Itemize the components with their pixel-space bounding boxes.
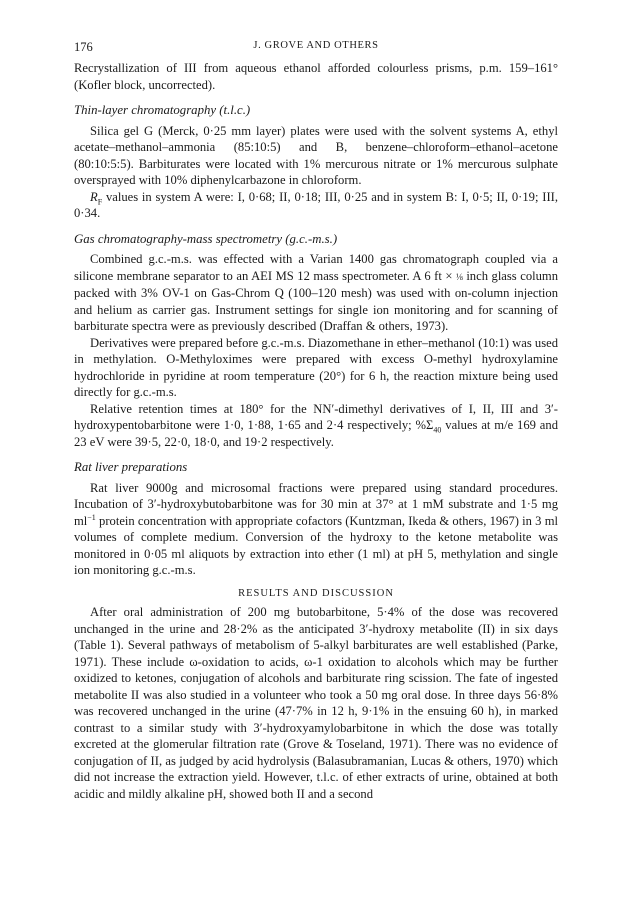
section-heading-results: RESULTS AND DISCUSSION: [238, 587, 394, 599]
paragraph-retention-times: [74, 401, 558, 451]
section-heading-rat-liver: Rat liver preparations: [74, 460, 188, 474]
rf-symbol: R: [90, 189, 98, 204]
minus-one-superscript: −1: [87, 512, 96, 522]
rat-liver-text-a: Rat liver 9000g and microsomal fractions were prepared using standard procedures. Incubation of 3′-hydroxybutobarbitone was for 30 min at 37° at 1 mM substrate and 1·5 mg ml: [74, 480, 558, 528]
paragraph-silica-gel: Silica gel G (Merck, 0·25 mm layer) plates were used with the solvent systems A, ethyl acetate–methanol–ammonia (85:10:5) and B, benzene–chloroform–ethanol–acetone (80:10:5:5). Barbiturates were located with 1% mercurous nitrate or 1% mercurous sulphate oversprayed with 10% diphenylcarbazone in chloroform.: [74, 123, 558, 187]
rat-liver-text-b: protein concentration with appropriate cofactors (Kuntzman, Ikeda & others, 1967) in 3 ml volumes of complete medium. Conversion of the hydroxy to the ketone metabolite was monitored in 0·05 ml aliquots by extraction into ether (1 ml) at pH 5, methylation and single ion monitoring g.c.-m.s.: [74, 513, 558, 577]
paragraph-recrystallization: Recrystallization of III from aqueous ethanol afforded colourless prisms, p.m. 159–161° (Kofler block, uncorrected).: [74, 61, 558, 92]
rf-subscript: F: [97, 197, 103, 207]
paper-page: [74, 40, 558, 802]
section-heading-gcms: Gas chromatography-mass spectrometry (g.c.-m.s.): [74, 231, 338, 246]
gcms-text-a: Combined g.c.-m.s. was effected with a Varian 1400 gas chromatograph coupled via a silicone membrane separator to an AEI MS 12 mass spectrometer. A 6 ft ×: [74, 252, 558, 283]
sigma-subscript: 40: [433, 425, 442, 435]
paragraph-combined-gcms: [74, 251, 558, 335]
retention-text-a: Relative retention times at 180° for the NN′-dimethyl derivatives of I, II, III and 3′-hydroxypentobarbitone were 1·0, 1·88, 1·65 and 2·4 respectively; %Σ: [74, 401, 558, 432]
rf-values-text: values in system A were: I, 0·68; II, 0·18; III, 0·25 and in system B: I, 0·5; II, 0·19; III, 0·34.: [74, 189, 558, 220]
paragraph-results: After oral administration of 200 mg butobarbitone, 5·4% of the dose was recovered unchanged in the urine and 28·2% as the anticipated 3′-hydroxy metabolite (II) in six days (Table 1). Several pathways of metabolism of 5-alkyl barbiturates are well established (Parke, 1971). These include ω-oxidation to acids, ω-1 oxidation to alcohols which may be further oxidized to ketones, conjugation of alcohols and barbiturate ring scission. The fate of ingested metabolite II was also studied in a volunteer who took a 50 mg oral dose. In three days 56·8% was recovered unchanged in the urine (47·7% in 12 h, 9·1% in the ensuing 60 h), in marked contrast to a similar study with 3′-hydroxyamylobarbitone in which the dose was totally excreted at the glomerular filtration rate (Grove & Toseland, 1971). There was no evidence of conjugation of II, as judged by acid hydrolysis (Balasubramanian, Lucas & others, 1970) which did not increase the extraction yield. However, t.l.c. of ether extracts of urine, obtained at both acidic and mildly alkaline pH, showed both II and a second: [74, 605, 558, 801]
page-header: [74, 40, 558, 60]
retention-text-b: values at m/e 169 and 23 eV were 39·5, 22·0, 18·0, and 19·2 respectively.: [74, 418, 558, 449]
section-heading-tlc: Thin-layer chromatography (t.l.c.): [74, 103, 251, 117]
running-head: J. GROVE AND OTHERS: [253, 40, 379, 51]
paragraph-derivatives: Derivatives were prepared before g.c.-m.s. Diazomethane in ether–methanol (10:1) was used in methylation. O-Methyloximes were prepared with excess O-methyl hydroxylamine hydrochloride in pyridine at room temperature (20°) for 6 h, the reaction mixture being used directly for g.c.-m.s.: [74, 335, 558, 399]
fraction-one-eighth: ⅛: [456, 271, 463, 282]
paragraph-rat-liver: [74, 480, 558, 579]
paragraph-rf-values: [74, 189, 558, 222]
page-number: 176: [74, 40, 93, 54]
body-text: [74, 60, 558, 802]
gcms-text-b: inch glass column packed with 3% OV-1 on Gas-Chrom Q (100–120 mesh) was used with on-column injection and helium as carrier gas. Instrument settings for single ion monitoring and for scanning of barbiturate spectra were as previously described (Draffan & others, 1973).: [74, 268, 559, 333]
